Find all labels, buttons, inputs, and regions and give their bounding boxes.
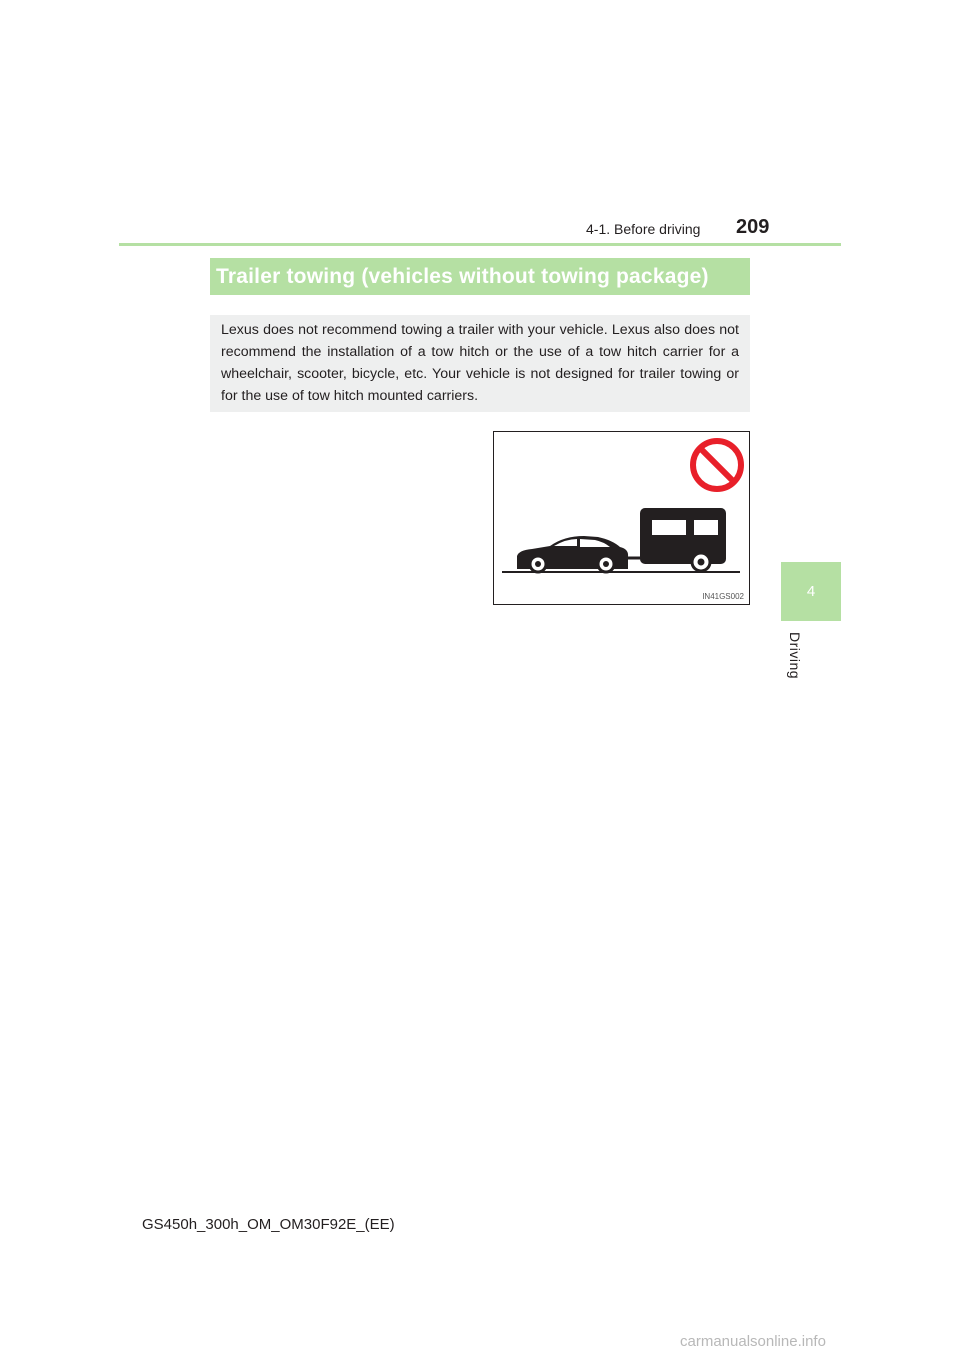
header-rule	[119, 243, 841, 246]
car-icon	[517, 536, 628, 572]
notice-box	[210, 315, 750, 412]
prohibition-icon	[693, 441, 741, 489]
footer-document-code: GS450h_300h_OM_OM30F92E_(EE)	[142, 1216, 395, 1233]
watermark: carmanualsonline.info	[680, 1333, 826, 1350]
illustration-code: IN41GS002	[702, 592, 744, 601]
section-heading	[210, 258, 750, 295]
notice-text: Lexus does not recommend towing a trailer with your vehicle. Lexus also does not recommend the installation of a tow hitch or the use of a tow hitch carrier for a wheelchair, scooter, bicycle, etc. Your vehicle is not designed for trailer towing or for the use of tow hitch mounted carriers.	[221, 322, 739, 404]
chapter-number: 4	[806, 583, 816, 600]
chapter-label: Driving	[787, 632, 803, 680]
towing-prohibited-drawing	[494, 432, 749, 604]
section-title: 4-1. Before driving	[586, 221, 701, 237]
towing-prohibited-illustration	[493, 431, 750, 605]
chapter-tab	[781, 562, 841, 621]
trailer-icon	[640, 508, 726, 571]
page-number: 209	[736, 216, 770, 238]
section-heading-text: Trailer towing (vehicles without towing package)	[216, 264, 709, 288]
